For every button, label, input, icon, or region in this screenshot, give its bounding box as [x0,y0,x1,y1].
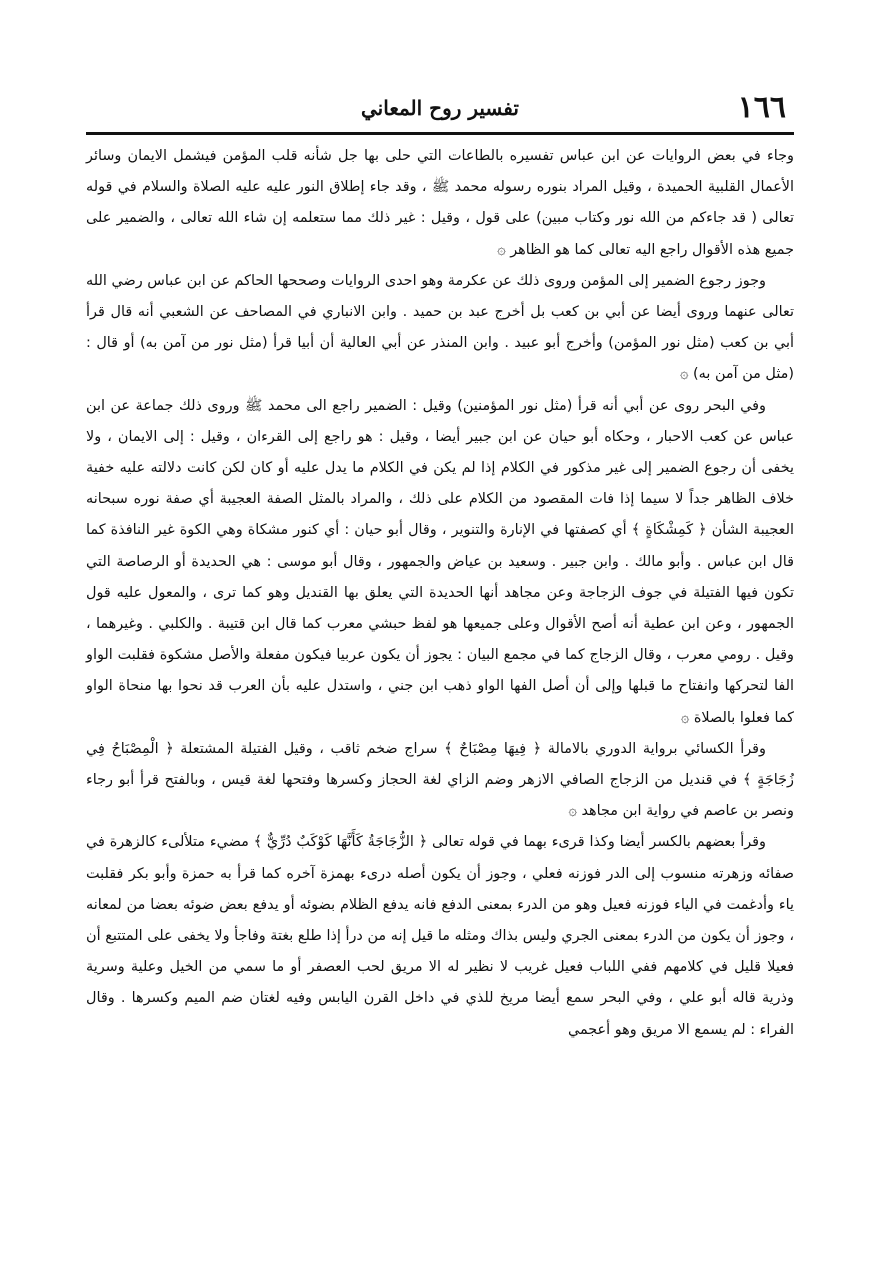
page-number: ١٦٦ [737,90,786,125]
body-text [86,141,794,1046]
header-rule [86,132,794,135]
paragraph: وجوز رجوع الضمير إلى المؤمن وروى ذلك عن عكرمة وهو احدى الروايات وصححها الحاكم عن ابن عباس رضي الله تعالى عنهما وروى أيضا عن أبي بن كعب بل أخرج عبد بن حميد . وابن الانباري في المصاحف عن الشعبي أنه قال قرأ أبي بن كعب (مثل نور المؤمن) وأخرج أبو عبيد . وابن المنذر عن أبي العالية أن أبيا قرأ (مثل نور من آمن به) أو قال : (مثل من آمن به) ۞ [86,272,794,383]
paragraph: وجاء في بعض الروايات عن ابن عباس تفسيره بالطاعات التي حلى بها جل شأنه قلب المؤمن فيشمل الايمان وسائر الأعمال القلبية الحميدة ، وقيل المراد بنوره رسوله محمد ﷺ ، وقد جاء إطلاق النور عليه عليه الصلاة والسلام في قوله تعالى ( قد جاءكم من الله نور وكتاب مبين) على قول ، وقيل : غير ذلك مما ستعلمه إن شاء الله تعالى ، والضمير على جميع هذه الأقوال راجع اليه تعالى كما هو الظاهر ۞ [86,148,794,258]
paragraph: وقرأ الكسائي برواية الدوري بالامالة ﴿ فِيهَا مِصْبَاحٌ ﴾ سراج ضخم ثاقب ، وقيل الفتيلة المشتعلة ﴿ الْمِصْبَاحُ فِي زُجَاجَةٍ ﴾ في قنديل من الزجاج الصافي الازهر وضم الزاي لغة الحجاز وكسرها وفتحها لغة قيس ، وبالفتح قرأ أبو رجاء ونصر بن عاصم في رواية ابن مجاهد ۞ [86,740,794,820]
paragraph: وفي البحر روى عن أبي أنه قرأ (مثل نور المؤمنين) وقيل : الضمير راجع الى محمد ﷺ وروى ذلك جماعة عن ابن عباس عن كعب الاحبار ، وحكاه أبو حيان عن ابن جبير أيضا ، وقيل : هو راجع إلى القرءان ، وقيل : إلى الايمان ، ولا يخفى أن رجوع الضمير إلى غير مذكور في الكلام إذا لم يكن في الكلام ما يدل عليه أو كان لكن كانت دلالته عليه خفية خلاف الظاهر جداً لا سيما إذا فات المقصود من الكلام على ذلك ، والمراد بالمثل الصفة العجيبة أي صفة نوره سبحانه العجيبة الشأن ﴿ كَمِشْكَاةٍ ﴾ أي كصفتها في الإنارة والتنوير ، وقال أبو حيان : أي كنور مشكاة وهي الكوة غير النافذة كما قال ابن عباس . وأبو مالك . وابن جبير . وسعيد بن عياض والجمهور ، وقال أبو موسى : هي الحديدة أو الرصاصة التي تكون فيها الفتيلة في جوف الزجاجة وعن مجاهد أنها الحديدة التي يعلق بها القنديل وهو كما ترى ، والمعول عليه قول الجمهور ، وعن ابن عطية أنه أصح الأقوال وعلى جميعها هو لفظ حبشي معرب كما قال ابن قتيبة . والكلبي . وغيرهما ، وقيل . رومي معرب ، وقال الزجاج كما في مجمع البيان : يجوز أن يكون عربيا فيكون مفعلة والأصل مشكوة فقلبت الواو الفا لتحركها وانفتاح ما قبلها وإلى أن أصل الفها الواو ذهب ابن جني ، واستدل عليه بأن العرب قد نحوا بها منحاة الواو كما فعلوا بالصلاة ۞ [86,397,794,726]
page-header [86,88,794,132]
paragraph: وقرأ بعضهم بالكسر أيضا وكذا قرىء بهما في قوله تعالى ﴿ الزُّجَاجَةُ كَأَنَّهَا كَوْكَبٌ دُرِّيٌّ ﴾ مضيء متلألىء كالزهرة في صفائه وزهرته منسوب إلى الدر فوزنه فعلي ، وجوز أن يكون أصله درىء بهمزة آخره كما قرأ به حمزة وأبو بكر فقلبت ياء وأدغمت في الياء فوزنه فعيل وهو من الدرء بمعنى الدفع فانه يدفع الظلام بضوئه أو يدفع بعض ضوئه بعضا من لمعانه ، وجوز أن يكون من الدرء بمعنى الجري وليس بذاك ومثله ما قيل إنه من درأ إذا طلع بغتة وفاجأ ولا يخفى على المتتبع أن فعيلا قليل في كلامهم ففي اللباب فعيل غريب لا نظير له الا مريق لحب العصفر أو ما سمي من الخيل وعلية وسرية وذرية قاله أبو علي ، وفي البحر سمع أيضا مريخ للذي في داخل القرن اليابس وفيه لغتان ضم الميم وكسرها . وقال الفراء : لم يسمع الا مريق وهو أعجمي [86,834,794,1038]
running-title: تفسير روح المعاني [361,96,519,120]
